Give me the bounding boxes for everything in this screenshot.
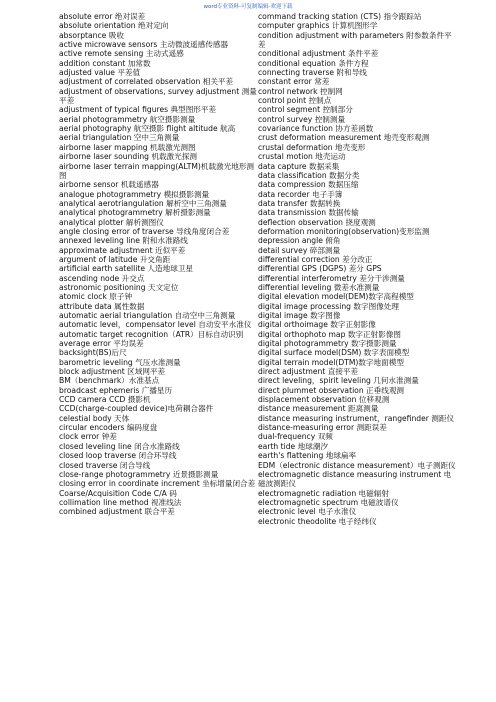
glossary-entry: control network 控制网: [258, 86, 343, 96]
glossary-entry: conditional adjustment 条件平差: [258, 49, 379, 59]
glossary-entry: crustal deformation 地壳变形: [258, 142, 366, 152]
glossary-entry: deformation monitoring(observation)变形监测: [258, 226, 430, 236]
glossary-entry: adjustment of observations, survey adjustment 测量平差: [59, 86, 257, 106]
glossary-entry: average error 平均误差: [59, 339, 144, 349]
glossary-entry: direct plummet observation 正垂线观测: [258, 385, 405, 395]
glossary-entry: digital elevation model(DEM)数字高程模型: [258, 292, 414, 302]
glossary-entry: atomic clock 原子钟: [59, 292, 133, 302]
glossary-entry: earth tide 地球潮汐: [258, 441, 329, 451]
glossary-entry: data transmission 数据传输: [258, 208, 359, 218]
glossary-entry: circular encoders 编码度盘: [59, 423, 158, 433]
glossary-entry: closed loop traverse 闭合环导线: [59, 451, 177, 461]
glossary-entry: control survey 控制测量: [258, 114, 346, 124]
glossary-entry: connecting traverse 附和导线: [258, 68, 367, 78]
glossary-entry: differential GPS (DGPS) 差分 GPS: [258, 264, 382, 274]
glossary-entry: electronic theodolite 电子经纬仪: [258, 516, 377, 526]
glossary-entry: automatic aerial triangulation 自动空中三角测量: [59, 311, 236, 320]
glossary-entry: electromagnetic spectrum 电磁波谱仪: [258, 497, 399, 507]
glossary-entry: conditional equation 条件方程: [258, 58, 369, 68]
glossary-entry: airborne laser sounding 机载激光探测: [59, 152, 197, 162]
glossary-entry: data recorder 电子手簿: [258, 189, 343, 199]
glossary-entry: active remote sensing 主动式遥感: [59, 49, 184, 59]
glossary-entry: differential leveling 微差水准测量: [258, 282, 380, 292]
glossary-entry: clock error 钟差: [59, 432, 117, 442]
glossary-entry: aerial triangulation 空中三角测量: [59, 133, 180, 143]
glossary-entry: absorptance 吸收: [59, 30, 124, 40]
glossary-entry: crustal motion 地壳运动: [258, 152, 346, 162]
glossary-entry: attribute data 属性数据: [59, 301, 145, 311]
glossary-entry: distance measurement 距离测量: [258, 404, 379, 414]
glossary-entry: digital orthoimage 数字正射影像: [258, 320, 376, 330]
glossary-entry: ascending node 升交点: [59, 273, 145, 283]
glossary-entry: digital terrain model(DTM)数字地面模型: [258, 357, 404, 367]
glossary-entry: airborne laser terrain mapping(ALTM)机载激光地形测图: [59, 161, 254, 180]
glossary-entry: aerial photogrammetry 航空摄影测量: [59, 114, 196, 124]
glossary-entry: covariance function 协方差函数: [258, 124, 374, 134]
glossary-entry: condition adjustment with parameters 附参数条件平差: [258, 30, 452, 50]
glossary-entry: backsight(BS)后尺: [59, 348, 127, 358]
glossary-column-left: [59, 12, 259, 517]
glossary-entry: active microwave sensors 主动微波遥感传感器: [59, 40, 229, 50]
glossary-entry: dual-frequency 双频: [258, 432, 333, 442]
glossary-entry: data transfer 数据转换: [258, 198, 341, 208]
glossary-entry: collimation line method 视准线法: [59, 497, 182, 507]
glossary-entry: electromagnetic radiation 电磁辐射: [258, 488, 389, 498]
glossary-entry: airborne sensor 机载遥感器: [59, 180, 159, 190]
glossary-entry: closed traverse 闭合导线: [59, 460, 151, 470]
glossary-entry: artificial earth satellite 人造地球卫星: [59, 264, 193, 274]
glossary-entry: constant error 常差: [258, 77, 330, 87]
glossary-column-right: [258, 12, 456, 526]
glossary-entry: data classification 数据分类: [258, 170, 360, 180]
glossary-entry: adjustment of correlated observation 相关平差: [59, 77, 234, 87]
glossary-entry: electronic level 电子水准仪: [258, 507, 357, 517]
glossary-entry: detail survey 碎部测量: [258, 245, 341, 255]
glossary-entry: closing error in coordinate increment 坐标增量闭合差: [59, 479, 256, 489]
glossary-entry: differential interferometry 差分干涉测量: [258, 273, 405, 283]
glossary-entry: CCD(charge-coupled device)电荷耦合器件: [59, 404, 214, 414]
glossary-entry: deflection observation 挠度观测: [258, 217, 376, 227]
glossary-entry: digital photogrammetry 数字摄影测量: [258, 339, 397, 349]
glossary-entry: argument of latitude 升交角距: [59, 254, 171, 264]
glossary-entry: analogue photogrammetry 模拟摄影测量: [59, 189, 210, 199]
glossary-entry: addition constant 加常数: [59, 58, 151, 68]
glossary-entry: absolute error 绝对误差: [59, 12, 146, 21]
glossary-entry: data compression 数据压缩: [258, 180, 359, 190]
glossary-entry: automatic level，compensator level 自动安平水准仪: [59, 320, 252, 330]
glossary-entry: depression angle 俯角: [258, 236, 341, 246]
glossary-entry: EDM（electronic distance measurement）电子测距仪: [258, 460, 456, 470]
glossary-entry: approximate adjustment 近似平差: [59, 245, 186, 255]
glossary-entry: aerial photography 航空摄影 flight altitude 航高: [59, 124, 236, 134]
glossary-entry: analytical aerotriangulation 解析空中三角测量: [59, 198, 227, 208]
glossary-entry: distance measuring instrument，rangefinder 测距仪: [258, 413, 455, 423]
glossary-entry: Coarse/Acquisition Code C/A 码: [59, 488, 177, 498]
glossary-entry: crust deformation measurement 地壳变形观测: [258, 133, 430, 143]
glossary-entry: CCD camera CCD 摄影机: [59, 395, 151, 405]
glossary-entry: adjusted value 平差值: [59, 68, 141, 78]
glossary-entry: analytical photogrammetry 解析摄影测量: [59, 208, 211, 218]
glossary-entry: direct adjustment 直接平差: [258, 367, 359, 377]
glossary-entry: combined adjustment 联合平差: [59, 507, 175, 517]
glossary-entry: differential correction 差分改正: [258, 254, 373, 264]
glossary-entry: control segment 控制部分: [258, 105, 353, 115]
glossary-entry: angle closing error of traverse 导线角度闭合差: [59, 226, 230, 236]
glossary-entry: control point 控制点: [258, 96, 332, 106]
glossary-entry: barometric leveling 气压水准测量: [59, 357, 181, 367]
glossary-entry: closed leveling line 闭合水准路线: [59, 441, 180, 451]
glossary-entry: close-range photogrammetry 近景摄影测量: [59, 469, 219, 479]
glossary-entry: broadcast ephemeris 广播星历: [59, 385, 173, 395]
glossary-entry: electromagnetic distance measuring instrument 电磁波测距仪: [258, 469, 452, 489]
glossary-entry: direct leveling，spirit leveling 几何水准测量: [258, 376, 419, 386]
glossary-entry: adjustment of typical figures 典型图形平差: [59, 105, 217, 115]
glossary-entry: annexed leveling line 附和水准路线: [59, 236, 188, 246]
glossary-entry: earth's flattening 地球扁率: [258, 451, 357, 461]
glossary-entry: BM（benchmark）水准基点: [59, 376, 160, 386]
glossary-entry: analytical plotter 解析测图仪: [59, 217, 164, 227]
glossary-entry: command tracking station (CTS) 指令跟踪站: [258, 12, 422, 21]
glossary-entry: digital orthophoto map 数字正射影像图: [258, 329, 401, 339]
glossary-entry: airborne laser mapping 机载激光测图: [59, 142, 196, 152]
glossary-entry: digital image 数字图像: [258, 311, 341, 320]
glossary-entry: automatic target recognition（ATR）目标自动识别: [59, 329, 244, 339]
glossary-entry: astronomic positioning 天文定位: [59, 282, 179, 292]
glossary-entry: celestial body 天体: [59, 413, 130, 423]
glossary-entry: digital surface model(DSM) 数字表面模型: [258, 348, 410, 358]
glossary-entry: distance-measuring error 测距误差: [258, 423, 387, 433]
glossary-entry: absolute orientation 绝对定向: [59, 21, 169, 31]
glossary-entry: digital image processing 数字图像处理: [258, 301, 399, 311]
glossary-entry: computer graphics 计算机图形学: [258, 21, 378, 31]
glossary-entry: block adjustment 区域网平差: [59, 367, 166, 377]
glossary-entry: data capture 数据采集: [258, 161, 340, 171]
page-header: word专业资料-可复制编辑-欢迎下载: [203, 4, 293, 10]
glossary-entry: displacement observation 位移观测: [258, 395, 390, 405]
